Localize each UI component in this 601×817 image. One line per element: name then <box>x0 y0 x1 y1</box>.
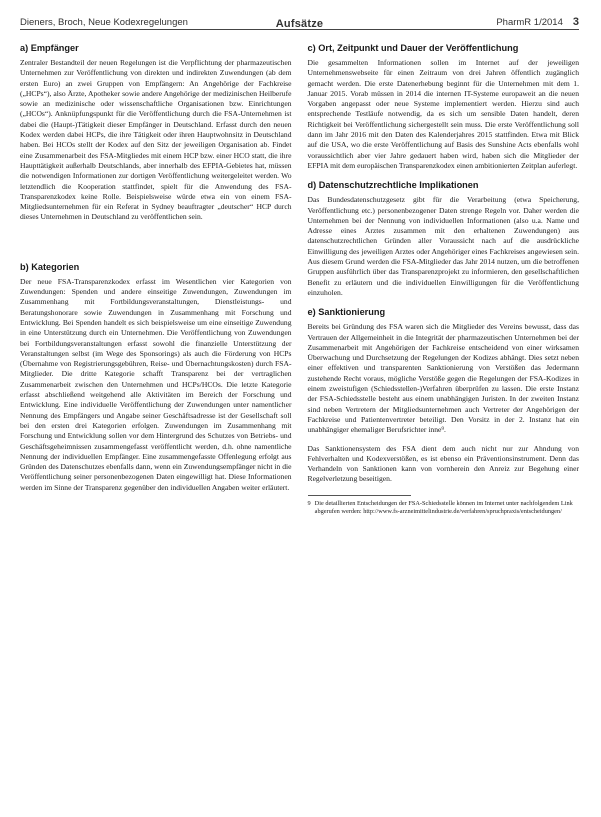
page-header <box>20 6 579 28</box>
paragraph-empfaenger: Zentraler Bestandteil der neuen Regelungen ist die Verpflichtung der pharmazeutischen Unternehmen zur Veröffentlichung von direkten und indirekten Zuwendungen (ab dem ersten Euro) an zwei Gruppen von Empfängern: An Angehörige der Fachkreise („HCPs“), also Ärzte, Apotheker sowie andere Angehörige der medizinischen Heilberufe sowie an medizinische oder wissenschaftliche Organisationen bzw. Einrichtungen („HCOs“). Anknüpfungspunkt für die Veröffentlichung durch die FSA-Unternehmen ist dabei die (Haupt-)Tätigkeit dieser Empfänger in Deutschland. Erfasst durch den neuen Kodex werden dabei HCPs, die ihre Tätigkeit oder ihren Hauptwohnsitz in Deutschland haben. Bei HCOs stellt der Kodex auf den Sitz der jeweiligen Organisation ab. Findet eine Zusammenarbeit des FSA-Mitgliedes mit einem HCP bzw. einer HCO statt, die ihre Haupttätigkeit außerhalb Deutschlands, aber innerhalb des EFPIA-Gebietes hat, müssen die notwendigen Informationen zur dortigen Veröffentlichung weitergeleitet werden. Wo letztendlich die Kooperation stattfindet, spielt für die Anwendung des FSA-Transparenzkodex keine Rolle. Beispielsweise würde etwa ein von einem FSA-Mitgliedsunternehmen für ein Referat in Sydney beauftragter „deutscher“ HCP durch dieses Unternehmen in Deutschland zu veröffentlichen sein. <box>20 58 292 222</box>
journal-issue: PharmR 1/2014 <box>496 17 563 28</box>
footnote-rule <box>308 495 411 496</box>
heading-sanktionierung: e) Sanktionierung <box>307 307 386 318</box>
header-rule <box>20 29 579 30</box>
paragraph-datenschutz: Das Bundesdatenschutzgesetz gibt für die Verarbeitung (etwa Speicherung, Veröffentlichung etc.) personenbezogener Daten strenge Regeln vor. Daher werden die Unternehmen bei der Nennung von individuellen Informationen (also u.a. Name und Adresse eines Arztes zusammen mit den erhaltenen Zuwendungen) aus datenschutzrechtlichen Gründen aller Voraussicht nach auf die ausdrückliche Einwilligung des jeweiligen Arztes oder Angehöriger eines Fachkreises angewiesen sein. Aus diesem Grund werden die FSA-Mitglieder das Jahr 2014 nutzen, um die betroffenen Gruppen ausführlich über das Transparenzprojekt zu informieren, den gesellschaftlichen Benefit zu erläutern und die individuellen Einwilligungen für die Veröffentlichung einzuholen. <box>307 195 579 297</box>
footnote-text: Die detaillierten Entscheidungen der FSA-Schiedsstelle können im Internet unter nachfolgendem Link abgerufen werden: http://www.fs-arzneimittelindustrie.de/verfahren/spruchpraxis/entscheidungen/ <box>314 499 573 515</box>
footnote-number: 9 <box>307 499 311 507</box>
heading-kategorien: b) Kategorien <box>20 261 80 272</box>
heading-empfaenger: a) Empfänger <box>20 43 79 53</box>
footnote <box>308 500 580 516</box>
heading-veroeffentlichung: c) Ort, Zeitpunkt und Dauer der Veröffentlichung <box>307 43 519 53</box>
left-column <box>20 36 292 807</box>
heading-datenschutz: d) Datenschutzrechtliche Implikationen <box>307 180 479 191</box>
section-gap <box>20 231 292 255</box>
paragraph-sanktionierung-1: Bereits bei Gründung des FSA waren sich die Mitglieder des Vereins bewusst, dass das Vertrauen der Allgemeinheit in die Integrität der pharmazeutischen Unternehmen bei der Zusammenarbeit mit Angehörigen der Fachkreise entscheidend von einer wirksamen Überwachung und Durchsetzung der Regelungen der Kodizes abhängt. Dies setzt neben einer effektiven und transparenten Sanktionierung von Verstößen das Jedermann zustehende Recht voraus, mögliche Verstöße gegen die Regelungen der FSA-Kodizes in einem zweistufigen (Schiedsstellen-)Verfahren überprüfen zu lassen. Die erste Instanz der FSA-Schiedsstelle besteht aus einem unabhängigen Juristen. In der zweiten Instanz sind neben Vertretern der Mitgliedsunternehmen auch Vertreter der Angehörigen der Fachkreise und Patientenvertreter beteiligt. Den Vorsitz in der 2. Instanz hat ein unabhängiger ehemaliger Berufsrichter inne⁹. <box>307 322 579 435</box>
paragraph-veroeffentlichung: Die gesammelten Informationen sollen im Internet auf der jeweiligen Unternehmenswebseite für einen Zeitraum von drei Jahren öffentlich zugänglich gemacht werden. Die erste Datenerhebung beginnt für die Unternehmen mit dem 1. Januar 2015. Vorab müssen in 2014 die internen IT-Systeme europaweit an die neuen Vorgaben angepasst oder neue Systeme implementiert werden. Hierzu sind auch entsprechende Testläufe notwendig, da es sich um sensible Daten handelt, deren Richtigkeit bei Veröffentlichung sichergestellt sein muss. Die erste Veröffentlichung soll dann im Jahr 2016 mit den Daten des Kalenderjahres 2015 stattfinden. Etwa mit Blick auf die USA, wo die erste Veröffentlichung auf Basis des Sunshine Acts ebenfalls wohl voraussichtlich aber vier Jahre gedauert haben wird, haben sich die Mitglieder der EFPIA mit dem europäischen Transparenzkodex einen ambitionierten Zeitplan auferlegt. <box>307 58 579 170</box>
running-title: Dieners, Broch, Neue Kodexregelungen <box>20 17 188 28</box>
right-column <box>308 36 580 807</box>
paragraph-kategorien: Der neue FSA-Transparenzkodex erfasst im Wesentlichen vier Kategorien von Zuwendungen: Spenden und andere einseitige Zuwendungen, Zuwendungen im Zusammenhang mit Fortbildungsveranstaltungen, Dienstleistungs- und Beratungshonorare sowie Zuwendungen in Zusammenhang mit Forschung und Entwicklung. Bei Spenden handelt es sich beispielsweise um eine einseitige Zuwendung in eine Unterstützung durch ein Unternehmen. Die Veröffentlichung von Zuwendungen bei Fortbildungsveranstaltungen erfasst sowohl die finanzielle Unterstützung der Veranstaltungen selbst (im Wege des Sponsorings) als auch die Förderung von HCPs (Übernahme von Registrierungsgebühren, Reise- und Übernachtungskosten) durch FSA-Mitglieder. Die dritte Kategorie schafft Transparenz bei der vertraglichen Zusammenarbeit zwischen den Unternehmen und HCPs/HCOs. Die letzte Kategorie erfasst abschließend weitgehend alle Aktivitäten im Bereich der Forschung und Entwicklung. Eine individuelle Veröffentlichung der Zuwendungen unter namentlicher Nennung des Empfängers und Angabe seiner Geschäftsadresse ist der Gesellschaft soll bei den ersten drei Kategorien erfolgen. Zuwendungen im Zusammenhang mit Forschung und Entwicklung sollen vor dem Hintergrund des Schutzes von Betriebs- und Geschäftsgeheimnissen zusammengefasst veröffentlicht werden, d.h. ohne namentliche Nennung der individuellen Empfänger. Eine zusammengefasste Offenlegung erfolgt aus Gründen des Datenschutzes ebenfalls dann, wenn ein Zuwendungsempfänger nicht in die Veröffentlichung seiner personenbezogenen Daten eingewilligt hat. Diese Informationen werden im Sinne der Transparenz gegenüber den individuellen Angaben weiter erläutert. <box>20 276 292 492</box>
page-number: 3 <box>572 16 579 28</box>
paragraph-sanktionierung-2: Das Sanktionensystem des FSA dient dem auch nicht nur zur Ahndung von Fehlverhalten und Kodexverstößen, es ist ebenso ein Präventionsinstrument. Denn das Verhandeln von Sanktionen kann von vornherein den Anreiz zur Begehung einer Regelverletzung beseitigen. <box>307 443 579 484</box>
header-right <box>496 16 579 28</box>
section-label: Aufsätze <box>262 18 337 32</box>
text-columns <box>20 36 579 807</box>
